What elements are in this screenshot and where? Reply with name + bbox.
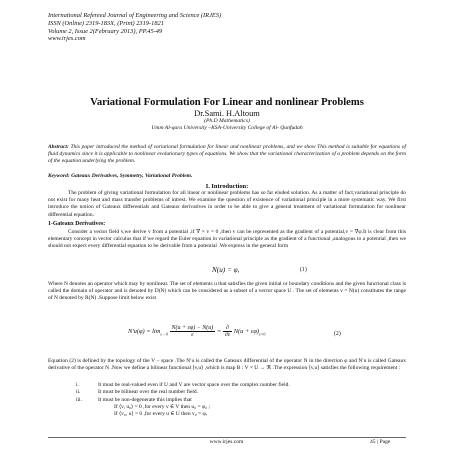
gateaux-text: Consider a vector field v,we derive v from a potential ,if ∇ × v = 0 ,then v can be represented as the gradient of a potential,v = ∇φ.It is clear from this elementary concept in vector calculus that if we regard the Euler equation in variational principle as the gradient of a functional ,analogous to a potential ,then we should not expect every differential equation to be derivable from a potential .We express in the general form: [48, 229, 406, 250]
bilinear-text: Equation (2) is defined by the topology of the V − space .The N′u is called the Gateaux differential of the operator N in the direction φ and N′u is called Gateaux derivative of the operator N .Now we define a bilinear functional ⟨v,u⟩ ,which is map B : V × U → ℜ .The expression ⟨v,u⟩ satisfies the following requirement :: [48, 358, 406, 372]
section-heading: I. Introduction:: [205, 183, 249, 190]
subsection-heading: 1-Gateaux Derivatives:: [48, 221, 106, 227]
list-marker: ii.: [76, 389, 81, 396]
eq2-fraction-1: [170, 325, 216, 338]
eq2-fraction-1-num: N(u + εφ) − N(u): [171, 325, 214, 331]
abstract-label: Abstract:: [48, 144, 69, 150]
keywords: [48, 173, 406, 180]
eq2-equals: =: [216, 327, 222, 335]
abstract: [48, 144, 406, 166]
eq2-lhs: N′u(φ) = lim: [128, 327, 161, 335]
keywords-label: Keyword:: [48, 173, 70, 179]
bilinear-paragraph: [48, 358, 406, 372]
footer-rule: [48, 437, 406, 438]
list-item: [76, 389, 406, 396]
journal-volume: Volume 2, Issue 2(February 2013), PP.45-49: [48, 27, 163, 35]
intro-text: The problem of giving variational formulation for all linear or nonlinear problems has so far eluded solution. As a matter of fact,variational principle do not exist for many heat and mass transfer problems of intrest. We examine the question of existence of variational principle in a more systematic way. We first introduce the notion of Gateaux differentials and Gateaux derivatives in order to be able to give a general treatment of variational formulation for nonlinear differential equation.: [48, 190, 406, 218]
list-item-text: It must be non-degenerate this implies that: [98, 396, 192, 403]
eq2-fraction-2: [223, 325, 232, 338]
equation-2: [128, 325, 265, 338]
list-item-text: It must be real-valued even if U and V are vector space over the complex number field.: [98, 382, 290, 388]
eq2-fraction-2-den: ∂ε: [224, 332, 231, 338]
condition-2: If ⟨v₀, u⟩ = 0 ,for every u ∈ U then v₀ = φᵥ: [114, 411, 208, 418]
footer-page-number: 45 | Page: [370, 439, 391, 445]
list-marker: i.: [76, 382, 79, 388]
list-item: [76, 397, 406, 404]
author-name: Dr.Sami. H.Altoum: [194, 109, 260, 118]
gateaux-paragraph: [48, 229, 406, 251]
equation-2-number: (2): [334, 331, 341, 337]
eq2-rhs: N(u + εφ): [233, 327, 260, 335]
eq2-limit-sub: ε→0: [160, 331, 168, 337]
list-item-text: It must be bilinear over the real number field.: [98, 389, 199, 396]
author-block: [48, 109, 406, 132]
eq2-fraction-1-den: ε: [191, 332, 194, 338]
condition-1: If ⟨v, u₀⟩ = 0 ,for every v ∈ V then u₀ = φ₀ ;: [114, 403, 210, 410]
eq2-rhs-sub: ε=0: [259, 331, 266, 337]
journal-header: [48, 12, 408, 43]
requirements-list: [76, 382, 406, 418]
author-degree: (Ph.D Mathematics): [204, 118, 250, 124]
equation-1: N(u) = φ,: [212, 266, 240, 274]
journal-name: International Refereed Journal of Engineering and Science (IRJES): [48, 12, 222, 19]
eq2-fraction-2-num: ∂: [223, 325, 232, 332]
paper-title: Variational Formulation For Linear and nonlinear Problems: [90, 97, 364, 108]
equation-1-number: (1): [300, 267, 307, 273]
intro-paragraph: [48, 190, 406, 219]
journal-issn: ISSN (Online) 2319-183X, (Print) 2319-1821: [48, 19, 164, 27]
author-affiliation: Umm Al-qura University –KSA-University College of Al- Qunfudah: [151, 125, 303, 131]
list-marker: iii.: [76, 396, 82, 403]
operator-paragraph: [48, 281, 406, 303]
footer-url[interactable]: www.irjes.com: [209, 439, 244, 445]
abstract-text: This paper introduced the method of variational formulation for linear and nonlinear problems, and we show This method is suitable for equations of fluid dynamics since it is applicable to nonlinear evolutionary types of equations. We show that the variational characterization of a problem depends on the form of the equation underlying the problem.: [48, 144, 406, 165]
keywords-text: Gateaux Derivatives, Symmetry, Variational Problem.: [71, 173, 193, 179]
operator-text: Where N denotes an operator which may by nonlinear. The set of elements u that satisfies the given initial or boundary conditions and the given functional class is called the domain of operator and is denoted by D(N) which can be considered as a subset of a vector space U . The set of elements v = N(u) constitutes the range of N denoted by R(N) .Suppose limit below exist: [48, 281, 406, 302]
journal-url[interactable]: www.irjes.com: [48, 35, 86, 43]
